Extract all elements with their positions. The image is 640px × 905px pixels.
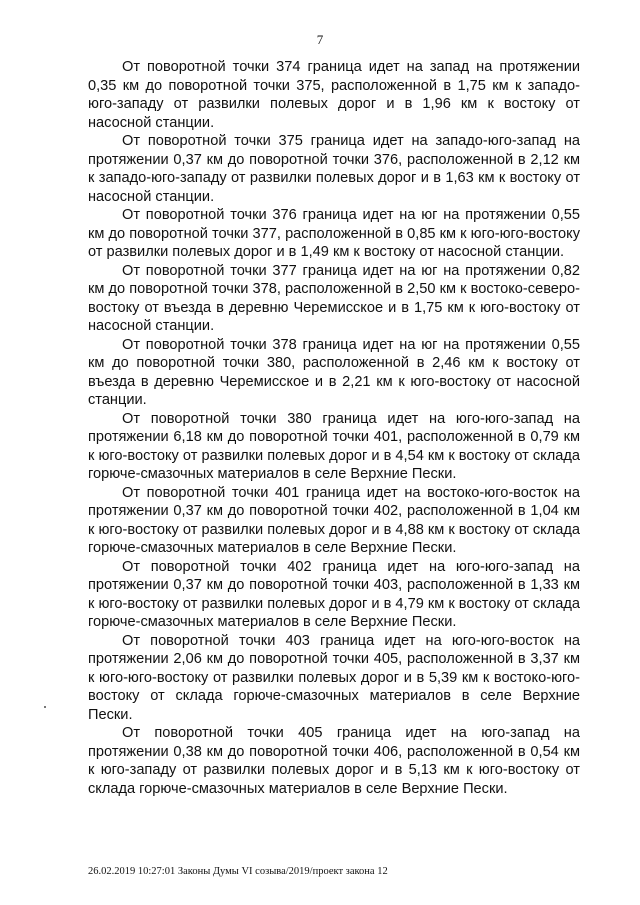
document-body [88,58,580,798]
paragraph: От поворотной точки 401 граница идет на востоко-юго-восток на протяжении 0,37 км до поворотной точки 402, расположенной в 1,04 км к юго-востоку от развилки полевых дорог и в 4,88 км к востоку от склада горюче-смазочных материалов в селе Верхние Пески. [88,484,580,556]
paragraph: От поворотной точки 378 граница идет на юг на протяжении 0,55 км до поворотной точки 380, расположенной в 2,46 км к востоку от въезда в деревню Черемисское и в 2,21 км к юго-востоку от насосной станции. [88,336,580,408]
paragraph: От поворотной точки 375 граница идет на западо-юго-запад на протяжении 0,37 км до поворотной точки 376, расположенной в 2,12 км к западо-юго-западу от развилки полевых дорог и в 1,63 км к востоку от насосной станции. [88,133,580,205]
page-number: 7 [316,32,324,47]
paragraph: От поворотной точки 403 граница идет на юго-юго-восток на протяжении 2,06 км до поворотной точки 405, расположенной в 3,37 км к юго-юго-востоку от развилки полевых дорог и в 5,39 км к востоко-юго-востоку от склада горюче-смазочных материалов в селе Верхние Пески. [88,632,580,723]
document-footer: 26.02.2019 10:27:01 Законы Думы VI созыва/2019/проект закона 12 [88,866,388,877]
paragraph: От поворотной точки 402 граница идет на юго-юго-запад на протяжении 0,37 км до поворотной точки 403, расположенной в 1,33 км к юго-востоку от развилки полевых дорог и в 4,79 км к востоку от склада горюче-смазочных материалов в селе Верхние Пески. [88,558,580,630]
paragraph: От поворотной точки 377 граница идет на юг на протяжении 0,82 км до поворотной точки 378, расположенной в 2,50 км к востоко-северо-востоку от въезда в деревню Черемисское и в 1,75 км к юго-востоку от насосной станции. [88,262,580,334]
paragraph: От поворотной точки 376 граница идет на юг на протяжении 0,55 км до поворотной точки 377, расположенной в 0,85 км к юго-юго-востоку от развилки полевых дорог и в 1,49 км к востоку от насосной станции. [88,207,580,260]
paragraph: От поворотной точки 380 граница идет на юго-юго-запад на протяжении 6,18 км до поворотной точки 401, расположенной в 0,79 км к юго-востоку от развилки полевых дорог и в 4,54 км к востоку от склада горюче-смазочных материалов в селе Верхние Пески. [88,410,580,482]
paragraph: От поворотной точки 405 граница идет на юго-запад на протяжении 0,38 км до поворотной точки 406, расположенной в 0,54 км к юго-западу от развилки полевых дорог и в 5,13 км к юго-востоку от склада горюче-смазочных материалов в селе Верхние Пески. [88,725,580,797]
paragraph: От поворотной точки 374 граница идет на запад на протяжении 0,35 км до поворотной точки 375, расположенной в 1,75 км к западо-юго-западу от развилки полевых дорог и в 1,96 км к востоку от насосной станции. [88,59,580,131]
scan-speck [44,706,46,708]
